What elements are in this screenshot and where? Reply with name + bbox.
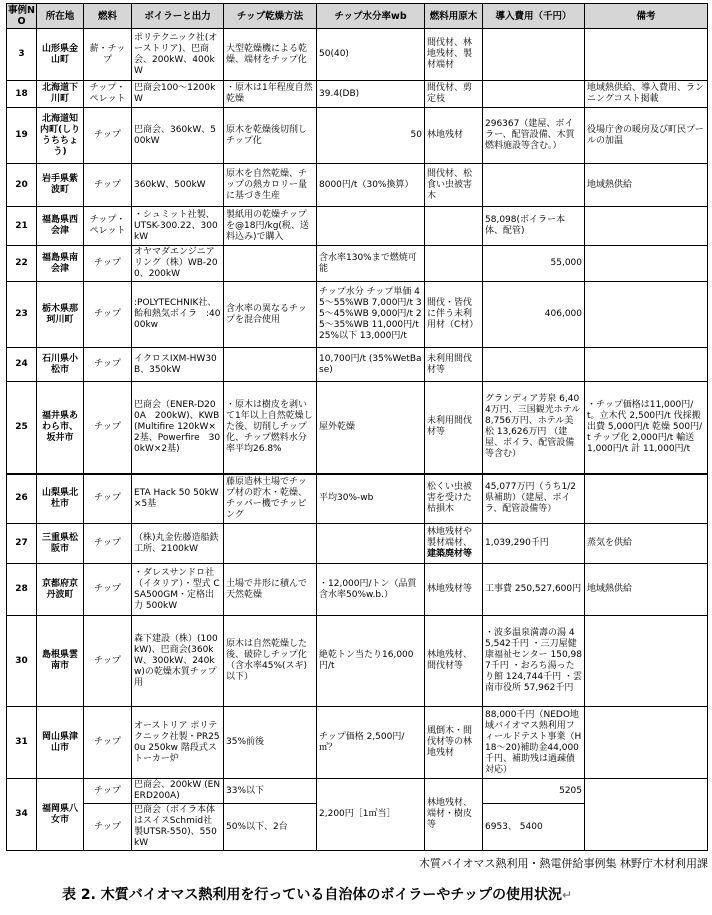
table-container [6,3,707,851]
cost: 296367（建屋、ボイラー、配管設備、木質燃料施設等含む。） [483,108,585,164]
location: 福岡県八女市 [37,779,84,851]
boiler: 巴商会（ENER-D200A 200kW)、KWB(Multifire 120kW×2基、Powerfire 300kW×2基) [132,382,224,474]
drying: 原木を自然乾燥、チップの熱カロリー量に基づき生産 [224,164,317,207]
table-row [7,108,708,164]
fuel: 薪・チップ [84,29,132,81]
boiler: 360kW、500kW [132,164,224,207]
cost: 工事費 250,527,600円 [483,564,585,616]
moisture: チップ水分 チップ単価 45～55%WB 7,000円/t 35～45%WB 9,000円/t 25～35%WB 11,000円/t 25%以下 13,000円/t [317,282,425,348]
location: 三重県松阪市 [37,524,84,564]
fuel: チップ [84,616,132,707]
drying: 製紙用の乾燥チップを@18円/kg(税、送料込み)で購入 [224,207,317,246]
boiler: :POLYTECHNIK社、飴和熱気ボイラ :4000kw [132,282,224,348]
table-row [7,207,708,246]
moisture: 50(40) [317,29,425,81]
drying: 含水率の異なるチップを混合使用 [224,282,317,348]
wood [425,246,483,282]
cost: ・波多温泉満壽の湯 45,542千円 ・三刀屋健康福祉センター 150,987千円 ・おろち湯ったり館 124,744千円 ・雲南市役所 57,962千円 [483,616,585,707]
moisture: チップ価格 2,500円/㎥？ [317,707,425,779]
cost [483,348,585,382]
header-cell: 備考 [585,4,708,29]
note [585,282,708,348]
location: 福島県南会津 [37,246,84,282]
table-row [7,164,708,207]
case-no: 25 [7,382,37,474]
source-citation: 木質バイオマス熱利用・熱電併給事例集 林野庁木材利用課 [418,857,708,870]
wood [425,524,483,564]
case-no: 28 [7,564,37,616]
cost: 45,077万円（うち1/2県補助）（建屋、ボイラ、配管設備等） [483,474,585,524]
boiler: ポリテクニック社(オーストリア)、巴商会、200kW、400kW [132,29,224,81]
wood: 風倒木・間伐材等の林地残材 [425,707,483,779]
fuel: チップ [84,779,132,804]
drying [224,348,317,382]
table-row [7,282,708,348]
cost: 5205 [483,779,585,804]
boiler: 巴商会100～1200kW [132,81,224,108]
fuel: チップ [84,348,132,382]
paragraph-mark: ↵ [561,888,573,902]
wood: 間伐材、松食い虫被害木 [425,164,483,207]
drying: 50%以下、2台 [224,804,317,851]
moisture: 含水率130%まで燃焼可能 [317,246,425,282]
drying [224,246,317,282]
wood: 間伐・皆伐に伴う未利用材（C材） [425,282,483,348]
drying: 大型乾燥機による乾燥、端材をチップ化 [224,29,317,81]
drying: 原木は自然乾燥した後、破砕しチップ化（含水率45%(スギ)以下） [224,616,317,707]
drying: 33%以下 [224,779,317,804]
note: 蒸気を供給 [585,524,708,564]
moisture: ・12,000円/トン（品質 含水率50%w.b.） [317,564,425,616]
drying [224,524,317,564]
header-cell: チップ乾燥方法 [224,4,317,29]
boiler: イクロスIXM-HW30B、350kW [132,348,224,382]
fuel: チップ [84,707,132,779]
cost: 1,039,290千円 [483,524,585,564]
table-row [7,474,708,524]
table-row [7,81,708,108]
fuel: チップ [84,564,132,616]
note [585,616,708,707]
drying: ・原木は1年程度自然乾燥 [224,81,317,108]
location: 福井県あわら市、坂井市 [37,382,84,474]
case-no: 27 [7,524,37,564]
drying: ・原木は樹皮を剥いて1年以上自然乾燥した後、切削しチップ化、チップ燃料水分率平均26.8% [224,382,317,474]
note [585,207,708,246]
fuel: チップ [84,382,132,474]
cost: 88,000千円（NEDO地域バイオマス熱利用フィールドテスト事業（H18～20)補助金44,000千円、補助残は過疎債対応） [483,707,585,779]
header-cell: 所在地 [37,4,84,29]
boiler: オーストリア ポリテクニック社製・PR250u 250kw 階段式ストーカー炉 [132,707,224,779]
case-no: 22 [7,246,37,282]
header-cell: 燃料用原木 [425,4,483,29]
table-row [7,707,708,779]
fuel: チップ [84,246,132,282]
moisture: 平均30%-wb [317,474,425,524]
cost: 55,000 [483,246,585,282]
location: 栃木県那珂川町 [37,282,84,348]
header-cell: ボイラーと出力 [132,4,224,29]
location: 岩手県紫波町 [37,164,84,207]
wood [425,207,483,246]
cost [483,164,585,207]
note [585,348,708,382]
wood: 林地残材、端材・樹皮等 [425,779,483,851]
moisture: 39.4(DB) [317,81,425,108]
cost [483,81,585,108]
table-row [7,246,708,282]
fuel: チップ [84,282,132,348]
note [585,246,708,282]
boiler: 巴商会、200kW (ENERD200A) [132,779,224,804]
boiler: オヤマダエンジニアリング（株）WB-200、200kW [132,246,224,282]
caption-text: 表 2. 木質バイオマス熱利用を行っている自治体のボイラーやチップの使用状況 [62,887,562,903]
location: 京都府京丹波町 [37,564,84,616]
boiler: 巴商会（ボイラ本体はスイスSchmid社製UTSR-550)、550kW [132,804,224,851]
cost: 6953、 5400 [483,804,585,851]
header-cell: 燃料 [84,4,132,29]
table-row [7,29,708,81]
boiler: 森下建設（株）(100kW)、巴商会(360kW、300kW、240kw)の乾燥木質チップ用 [132,616,224,707]
drying: 藤原造林土場でチップ材の貯木・乾燥、チッパー機でチッピング [224,474,317,524]
fuel: チップ [84,108,132,164]
header-cell: チップ水分率wb [317,4,425,29]
moisture: 50 [317,108,425,164]
cost: グランディア芳泉 6,404万円、三国観光ホテル 8,756万円、ホテル美松 13,626万円 （建屋、ボイラ、配管設備等含む） [483,382,585,474]
location: 山梨県北杜市 [37,474,84,524]
boiler: ・ダレスサンドロ社（イタリア）・型式 CSA500GM・定格出力 500kW [132,564,224,616]
note: ・チップ価格は11,000円/t。立木代 2,500円/t 伐採搬出費 5,000円/t 乾燥 500円/t チップ化 2,000円/t 輸送 1,000円/t 計 11,000円/t [585,382,708,474]
note: 地域熱供給 [585,164,708,207]
case-no: 19 [7,108,37,164]
location: 北海道下川町 [37,81,84,108]
location: 岡山県津山市 [37,707,84,779]
moisture [317,524,425,564]
location: 島根県雲南市 [37,616,84,707]
case-no: 26 [7,474,37,524]
note: 地域熱供給 [585,564,708,616]
wood: 林地残材等 [425,564,483,616]
note: 役場庁舎の暖房及び町民プールの加温 [585,108,708,164]
wood: 未利用間伐材等 [425,382,483,474]
table-row [7,524,708,564]
moisture [317,207,425,246]
header-row [7,4,708,29]
note [585,29,708,81]
boiler: ・シュミット社製、UTSK-300.22、300kW [132,207,224,246]
case-no: 3 [7,29,37,81]
drying: 35%前後 [224,707,317,779]
location: 北海道知内町(しりうちちょう) [37,108,84,164]
table-row [7,564,708,616]
wood: 間伐材、剪定枝 [425,81,483,108]
table-row [7,348,708,382]
case-no: 30 [7,616,37,707]
moisture: 絶乾トン当たり16,000円/t [317,616,425,707]
fuel: チップ [84,804,132,851]
case-no: 24 [7,348,37,382]
drying: 土場で井形に積んで天然乾燥 [224,564,317,616]
boiler: （株)丸金佐藤造船鉄工所、2100kW [132,524,224,564]
drying: 原木を乾燥後切削しチップ化 [224,108,317,164]
location: 山形県金山町 [37,29,84,81]
location: 石川県小松市 [37,348,84,382]
location: 福島県西会津 [37,207,84,246]
wood: 松くい虫被害を受けた枯損木 [425,474,483,524]
case-no: 23 [7,282,37,348]
fuel: チップ・ペレット [84,81,132,108]
fuel: チップ [84,524,132,564]
note [585,779,708,851]
boiler: ETA Hack 50 50kW×5基 [132,474,224,524]
moisture: 10,700円/t (35%WetBase) [317,348,425,382]
note [585,707,708,779]
table-caption [62,884,662,904]
note: 地域熱供給、導入費用、ランニングコスト掲載 [585,81,708,108]
data-table [6,3,708,851]
wood: 林地残材、間伐材等 [425,616,483,707]
header-cell: 事例NO [8,5,35,27]
case-no: 18 [7,81,37,108]
note [585,474,708,524]
table-row [7,616,708,707]
moisture: 屋外乾燥 [317,382,425,474]
case-no: 21 [7,207,37,246]
case-no: 31 [7,707,37,779]
boiler: 巴商会、360kW、500kW [132,108,224,164]
wood-bold-text: 建築廃材等 [427,549,473,559]
table-row [7,382,708,474]
case-no: 20 [7,164,37,207]
wood: 間伐材、林地残材、製材端材 [425,29,483,81]
wood: 林地残材 [425,108,483,164]
fuel: チップ [84,164,132,207]
moisture: 2,200円［1㎥当］ [317,779,425,851]
fuel: チップ・ペレット [84,207,132,246]
wood-text: 林地残材や製材端材、 [427,527,473,548]
cost: 406,000 [483,282,585,348]
case-no: 34 [7,779,37,851]
fuel: チップ [84,474,132,524]
cost: 58,098(ボイラー本体、配管) [483,207,585,246]
table-row [7,779,708,804]
moisture: 8000円/t（30%換算） [317,164,425,207]
wood: 未利用間伐材等 [425,348,483,382]
cost [483,29,585,81]
header-cell: 導入費用（千円） [483,4,585,29]
